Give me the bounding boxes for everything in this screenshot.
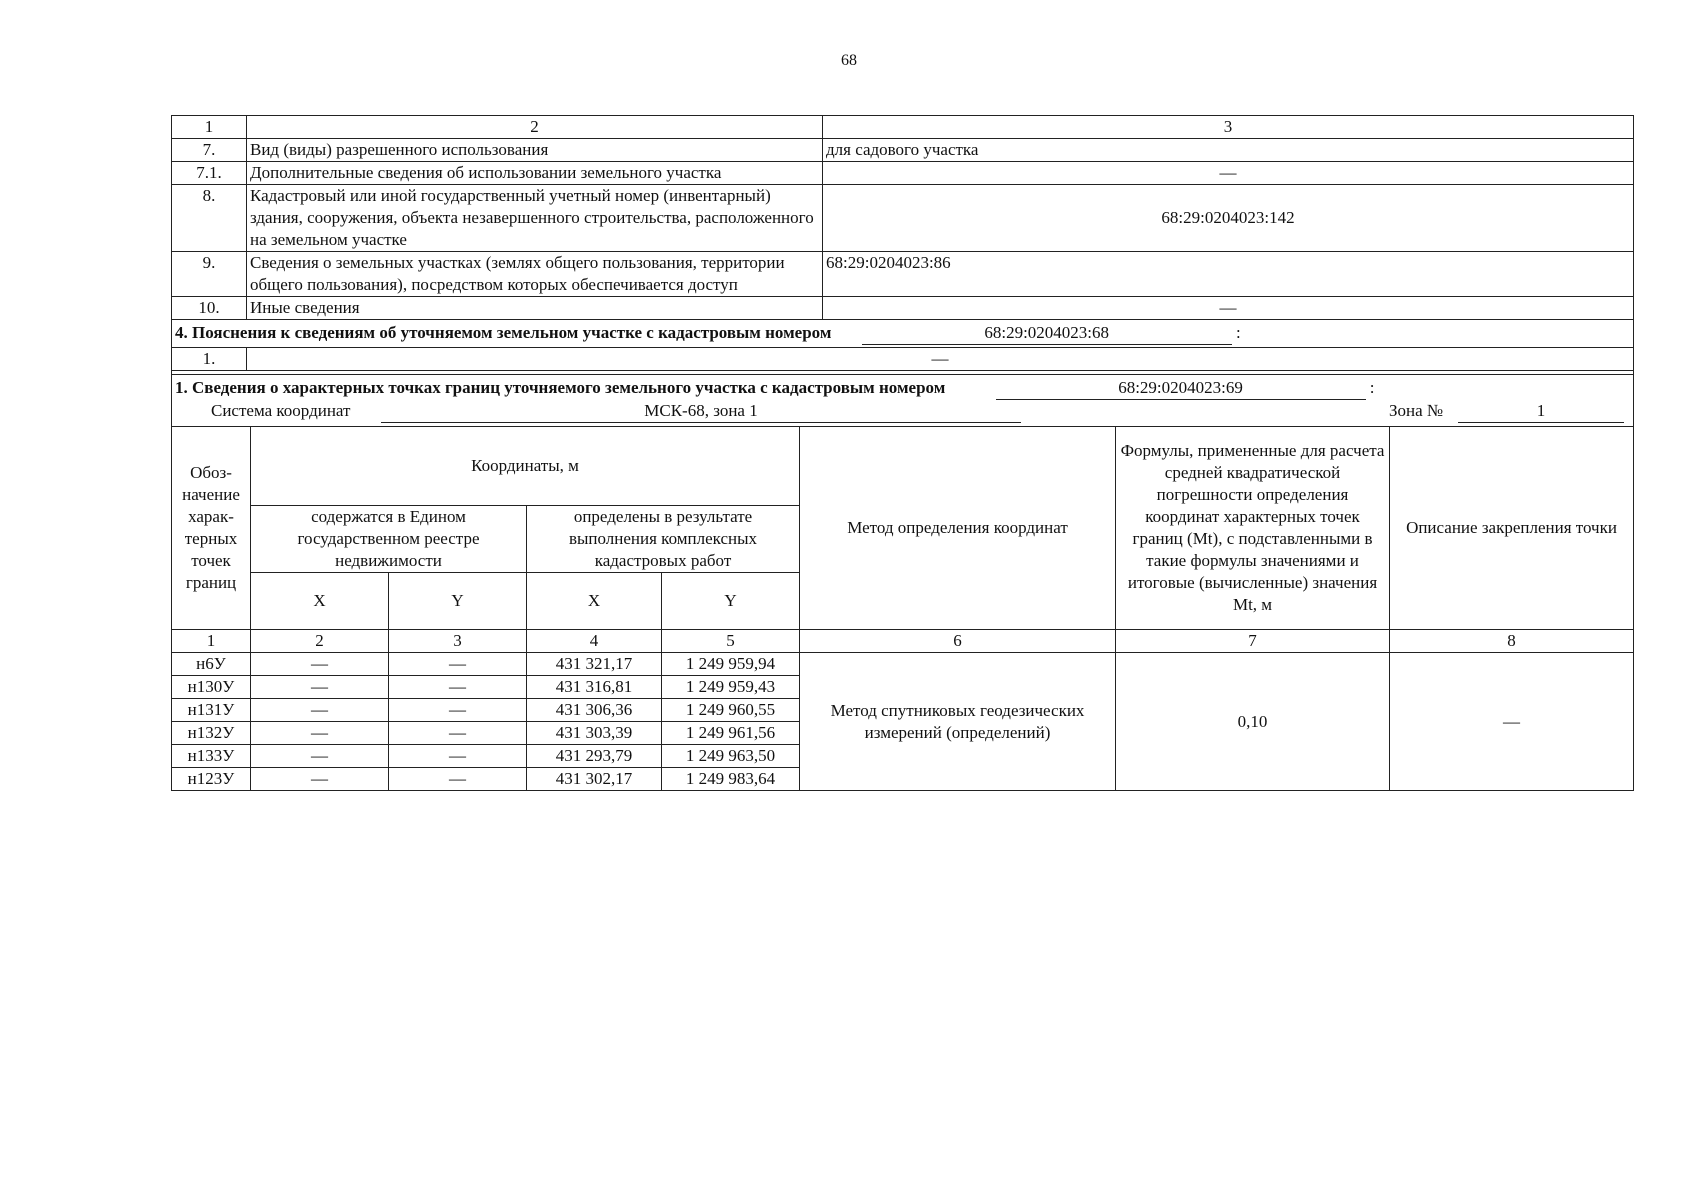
y-egrn: — bbox=[389, 699, 527, 722]
zone-label: Зона № bbox=[1389, 401, 1444, 420]
section1-header-row bbox=[172, 375, 1634, 427]
y-cadastral: 1 249 963,50 bbox=[662, 745, 800, 768]
column-number-row bbox=[172, 630, 1634, 653]
x-cadastral: 431 306,36 bbox=[527, 699, 662, 722]
point-designation: н132У bbox=[172, 722, 251, 745]
section4-colon: : bbox=[1235, 323, 1241, 342]
method-value: Метод спутниковых геодезических измерений (определений) bbox=[800, 653, 1116, 791]
table-header-row bbox=[172, 427, 1634, 506]
row-number: 7. bbox=[172, 139, 247, 162]
x-egrn: — bbox=[251, 722, 389, 745]
col-number: 5 bbox=[662, 630, 800, 653]
section1-colon: : bbox=[1369, 378, 1375, 397]
header-coordinates: Координаты, м bbox=[251, 427, 800, 506]
y-cadastral: 1 249 959,43 bbox=[662, 676, 800, 699]
header-formulas: Формулы, примененные для расчета средней квадратической погрешности определения координат характерных точек границ (Mt), с подставленными в такие формулы значениями и итоговые (вычисленные) значения Mt, м bbox=[1116, 427, 1390, 630]
table-row bbox=[172, 139, 1634, 162]
table-header-row bbox=[172, 116, 1634, 139]
y-egrn: — bbox=[389, 676, 527, 699]
x-cadastral: 431 321,17 bbox=[527, 653, 662, 676]
y-cadastral: 1 249 959,94 bbox=[662, 653, 800, 676]
table-row bbox=[172, 162, 1634, 185]
row-value: — bbox=[823, 162, 1634, 185]
zone-value: 1 bbox=[1458, 400, 1624, 423]
boundary-points-table bbox=[171, 426, 1634, 791]
x-cadastral: 431 316,81 bbox=[527, 676, 662, 699]
table-row bbox=[172, 653, 1634, 676]
page-number: 68 bbox=[841, 52, 857, 69]
table-row bbox=[172, 252, 1634, 297]
col-header-1: 1 bbox=[172, 116, 247, 139]
header-method: Метод определения координат bbox=[800, 427, 1116, 630]
col-header-3: 3 bbox=[823, 116, 1634, 139]
row-value: для садового участка bbox=[823, 139, 1634, 162]
row-number: 7.1. bbox=[172, 162, 247, 185]
y-cadastral: 1 249 961,56 bbox=[662, 722, 800, 745]
col-number: 2 bbox=[251, 630, 389, 653]
x-egrn: — bbox=[251, 745, 389, 768]
document-body bbox=[171, 115, 1634, 791]
point-designation: н133У bbox=[172, 745, 251, 768]
col-number: 7 bbox=[1116, 630, 1390, 653]
section1-title: 1. Сведения о характерных точках границ уточняемого земельного участка с кадастровым номером bbox=[175, 378, 946, 397]
y-egrn: — bbox=[389, 722, 527, 745]
header-y-egrn: Y bbox=[389, 573, 527, 630]
point-designation: н131У bbox=[172, 699, 251, 722]
row-label: Иные сведения bbox=[247, 297, 823, 320]
header-description: Описание закрепления точки bbox=[1390, 427, 1634, 630]
row-number: 9. bbox=[172, 252, 247, 297]
row-label: Вид (виды) разрешенного использования bbox=[247, 139, 823, 162]
x-egrn: — bbox=[251, 699, 389, 722]
row-value: 68:29:0204023:86 bbox=[823, 252, 1634, 297]
x-cadastral: 431 303,39 bbox=[527, 722, 662, 745]
row-number: 10. bbox=[172, 297, 247, 320]
section4-cadastral-number: 68:29:0204023:68 bbox=[862, 322, 1232, 345]
point-designation: н130У bbox=[172, 676, 251, 699]
header-cadastral-works: определены в результате выполнения комплексных кадастровых работ bbox=[527, 506, 800, 573]
x-egrn: — bbox=[251, 768, 389, 791]
section1-cadastral-number: 68:29:0204023:69 bbox=[996, 377, 1366, 400]
mt-value: 0,10 bbox=[1116, 653, 1390, 791]
col-number: 4 bbox=[527, 630, 662, 653]
description-value: — bbox=[1390, 653, 1634, 791]
header-egrn: содержатся в Едином государственном реестре недвижимости bbox=[251, 506, 527, 573]
coord-system-label: Система координат bbox=[211, 401, 351, 420]
row-value: — bbox=[247, 348, 1634, 371]
point-designation: н6У bbox=[172, 653, 251, 676]
x-cadastral: 431 293,79 bbox=[527, 745, 662, 768]
y-cadastral: 1 249 960,55 bbox=[662, 699, 800, 722]
row-number: 8. bbox=[172, 185, 247, 252]
row-value: — bbox=[823, 297, 1634, 320]
header-x-egrn: X bbox=[251, 573, 389, 630]
y-egrn: — bbox=[389, 745, 527, 768]
table-row bbox=[172, 185, 1634, 252]
header-y-cadastral: Y bbox=[662, 573, 800, 630]
coord-system-value: МСК-68, зона 1 bbox=[381, 400, 1021, 423]
col-number: 3 bbox=[389, 630, 527, 653]
y-cadastral: 1 249 983,64 bbox=[662, 768, 800, 791]
section4-title: 4. Пояснения к сведениям об уточняемом земельном участке с кадастровым номером bbox=[175, 323, 832, 342]
col-number: 1 bbox=[172, 630, 251, 653]
section4-header-row bbox=[172, 320, 1634, 348]
y-egrn: — bbox=[389, 768, 527, 791]
table-row bbox=[172, 297, 1634, 320]
col-number: 6 bbox=[800, 630, 1116, 653]
x-egrn: — bbox=[251, 676, 389, 699]
point-designation: н123У bbox=[172, 768, 251, 791]
land-info-table bbox=[171, 115, 1634, 427]
y-egrn: — bbox=[389, 653, 527, 676]
row-value: 68:29:0204023:142 bbox=[823, 185, 1634, 252]
row-number: 1. bbox=[172, 348, 247, 371]
x-egrn: — bbox=[251, 653, 389, 676]
header-x-cadastral: X bbox=[527, 573, 662, 630]
row-label: Сведения о земельных участках (землях общего пользования, территории общего пользования), посредством которых обеспечивается доступ bbox=[247, 252, 823, 297]
col-number: 8 bbox=[1390, 630, 1634, 653]
col-header-2: 2 bbox=[247, 116, 823, 139]
x-cadastral: 431 302,17 bbox=[527, 768, 662, 791]
table-row bbox=[172, 348, 1634, 371]
row-label: Дополнительные сведения об использовании земельного участка bbox=[247, 162, 823, 185]
header-designation: Обоз-начение харак-терных точек границ bbox=[172, 427, 251, 630]
row-label: Кадастровый или иной государственный учетный номер (инвентарный) здания, сооружения, объекта незавершенного строительства, расположенного на земельном участке bbox=[247, 185, 823, 252]
